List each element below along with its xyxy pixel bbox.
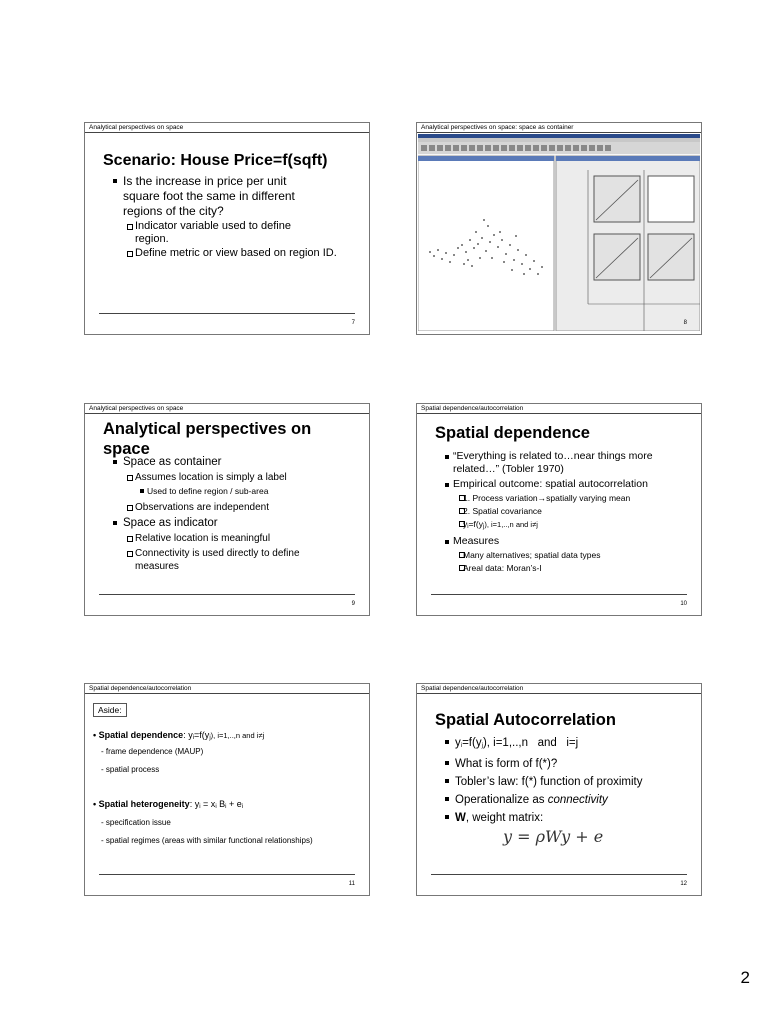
slide-header: Analytical perspectives on space <box>85 123 369 133</box>
formula-text: : y <box>183 730 193 740</box>
slide-title: Spatial dependence <box>435 424 590 442</box>
formula-subscript: i <box>241 804 244 810</box>
slide-header: Spatial dependence/autocorrelation <box>417 404 701 414</box>
formula-subscript: j <box>483 524 485 530</box>
term-label: • Spatial dependence <box>93 730 184 740</box>
formula-text: =f(y <box>462 737 482 749</box>
formula-text: ), i=1,..,n and i≠j <box>210 731 265 740</box>
sub-bullet: 1. Process variation→spatially varying mean <box>417 492 701 504</box>
term-label: • Spatial heterogeneity <box>93 799 190 809</box>
slide-number: 12 <box>680 881 687 887</box>
bullet: Is the increase in price per unit square foot the same in different regions of the city? <box>85 174 323 219</box>
page-number: 2 <box>740 968 750 987</box>
sub-bullet: Many alternatives; spatial data types <box>417 549 701 561</box>
sub-bullet: Areal data: Moran’s-I <box>417 562 701 574</box>
formula-subscript: i <box>460 743 463 749</box>
formula-text: B <box>216 799 226 809</box>
formula-subscript: i <box>199 804 201 810</box>
sub-bullet: Observations are independent <box>85 501 369 514</box>
bullet: “Everything is related to…near things more related…” (Tobler 1970) <box>417 450 673 476</box>
footer-rule <box>99 874 355 875</box>
formula-text: + e <box>226 799 242 809</box>
slide-number: 7 <box>351 320 355 326</box>
formula-text: : y <box>189 799 200 809</box>
footer-rule <box>99 313 355 314</box>
formula-subscript: i <box>225 804 227 810</box>
screenshot-image <box>418 134 700 331</box>
slide-title-line2: space <box>103 440 150 458</box>
slide-number: 11 <box>348 881 355 887</box>
detail-line: - specification issue <box>101 818 171 827</box>
bullet: Measures <box>417 535 701 548</box>
slide-title-line1: Analytical perspectives on <box>103 420 312 438</box>
sub-sub-bullet: Used to define region / sub-area <box>85 486 369 497</box>
bullet-text: Operationalize as <box>455 794 548 806</box>
formula-text: i=j <box>566 737 579 749</box>
slide-header: Analytical perspectives on space <box>85 404 369 414</box>
formula-text: ), i=1,..,n <box>482 737 528 749</box>
slide-title: Scenario: House Price=f(sqft) <box>103 152 328 169</box>
formula-text: =f(y <box>194 730 210 740</box>
software-screenshot <box>418 134 700 331</box>
detail-line: - spatial process <box>101 765 160 774</box>
slide-title: Spatial Autocorrelation <box>435 711 616 729</box>
footer-rule <box>431 594 687 595</box>
sub-bullet: Connectivity is used directly to define measures <box>85 547 315 573</box>
spatial-heterogeneity-line <box>93 798 363 813</box>
slide-9 <box>84 403 370 616</box>
detail-line: - frame dependence (MAUP) <box>101 747 204 756</box>
sub-bullet: Relative location is meaningful <box>85 532 369 545</box>
formula-subscript: i <box>215 804 217 810</box>
sub-bullet: Assumes location is simply a label <box>85 471 369 484</box>
sub-bullet: Define metric or view based on region ID. <box>85 247 345 260</box>
slide-header: Spatial dependence/autocorrelation <box>417 684 701 694</box>
formula-text: y <box>463 519 468 529</box>
spatial-dependence-line <box>93 729 363 744</box>
slide-number: 10 <box>680 601 687 607</box>
footer-rule <box>431 874 687 875</box>
formula-text: =f(y <box>468 519 483 529</box>
bullet <box>417 792 701 809</box>
emphasis-text: connectivity <box>547 794 608 806</box>
emphasis-text: W <box>455 812 466 824</box>
slide-10 <box>416 403 702 616</box>
sub-bullet: 2. Spatial covariance <box>417 505 701 517</box>
slide-8 <box>416 122 702 335</box>
formula-subscript: i <box>192 735 195 741</box>
formula-text: y <box>455 737 461 749</box>
equation: y = ρWy + e <box>503 827 604 846</box>
slide-header: Analytical perspectives on space: space as container <box>417 123 701 133</box>
formula-text: and <box>537 737 557 749</box>
slide-number: 9 <box>351 601 355 607</box>
slide-7 <box>84 122 370 335</box>
bullet <box>417 735 701 755</box>
bullet: What is form of f(*)? <box>417 756 701 773</box>
formula-subscript: j <box>209 735 211 741</box>
slide-header: Spatial dependence/autocorrelation <box>85 684 369 694</box>
bullet: Empirical outcome: spatial autocorrelation <box>417 478 701 491</box>
formula-subscript: i <box>467 524 469 530</box>
detail-line: - spatial regimes (areas with similar functional relationships) <box>101 836 313 845</box>
bullet: Space as container <box>85 455 369 469</box>
formula-subscript: j <box>481 743 483 749</box>
formula-text: ), i=1,..,n and i≠j <box>484 520 538 529</box>
bullet: Tobler’s law: f(*) function of proximity <box>417 774 701 791</box>
slide-number: 8 <box>683 320 687 326</box>
bullet-text: , weight matrix: <box>465 812 544 824</box>
bullet: Space as indicator <box>85 516 369 530</box>
formula-text: = x <box>200 799 216 809</box>
bullet <box>417 810 701 827</box>
footer-rule <box>99 594 355 595</box>
aside-label: Aside: <box>93 703 127 717</box>
sub-bullet: Indicator variable used to define region. <box>85 220 315 246</box>
sub-bullet <box>417 518 701 533</box>
slide-11 <box>84 683 370 896</box>
slide-12 <box>416 683 702 896</box>
